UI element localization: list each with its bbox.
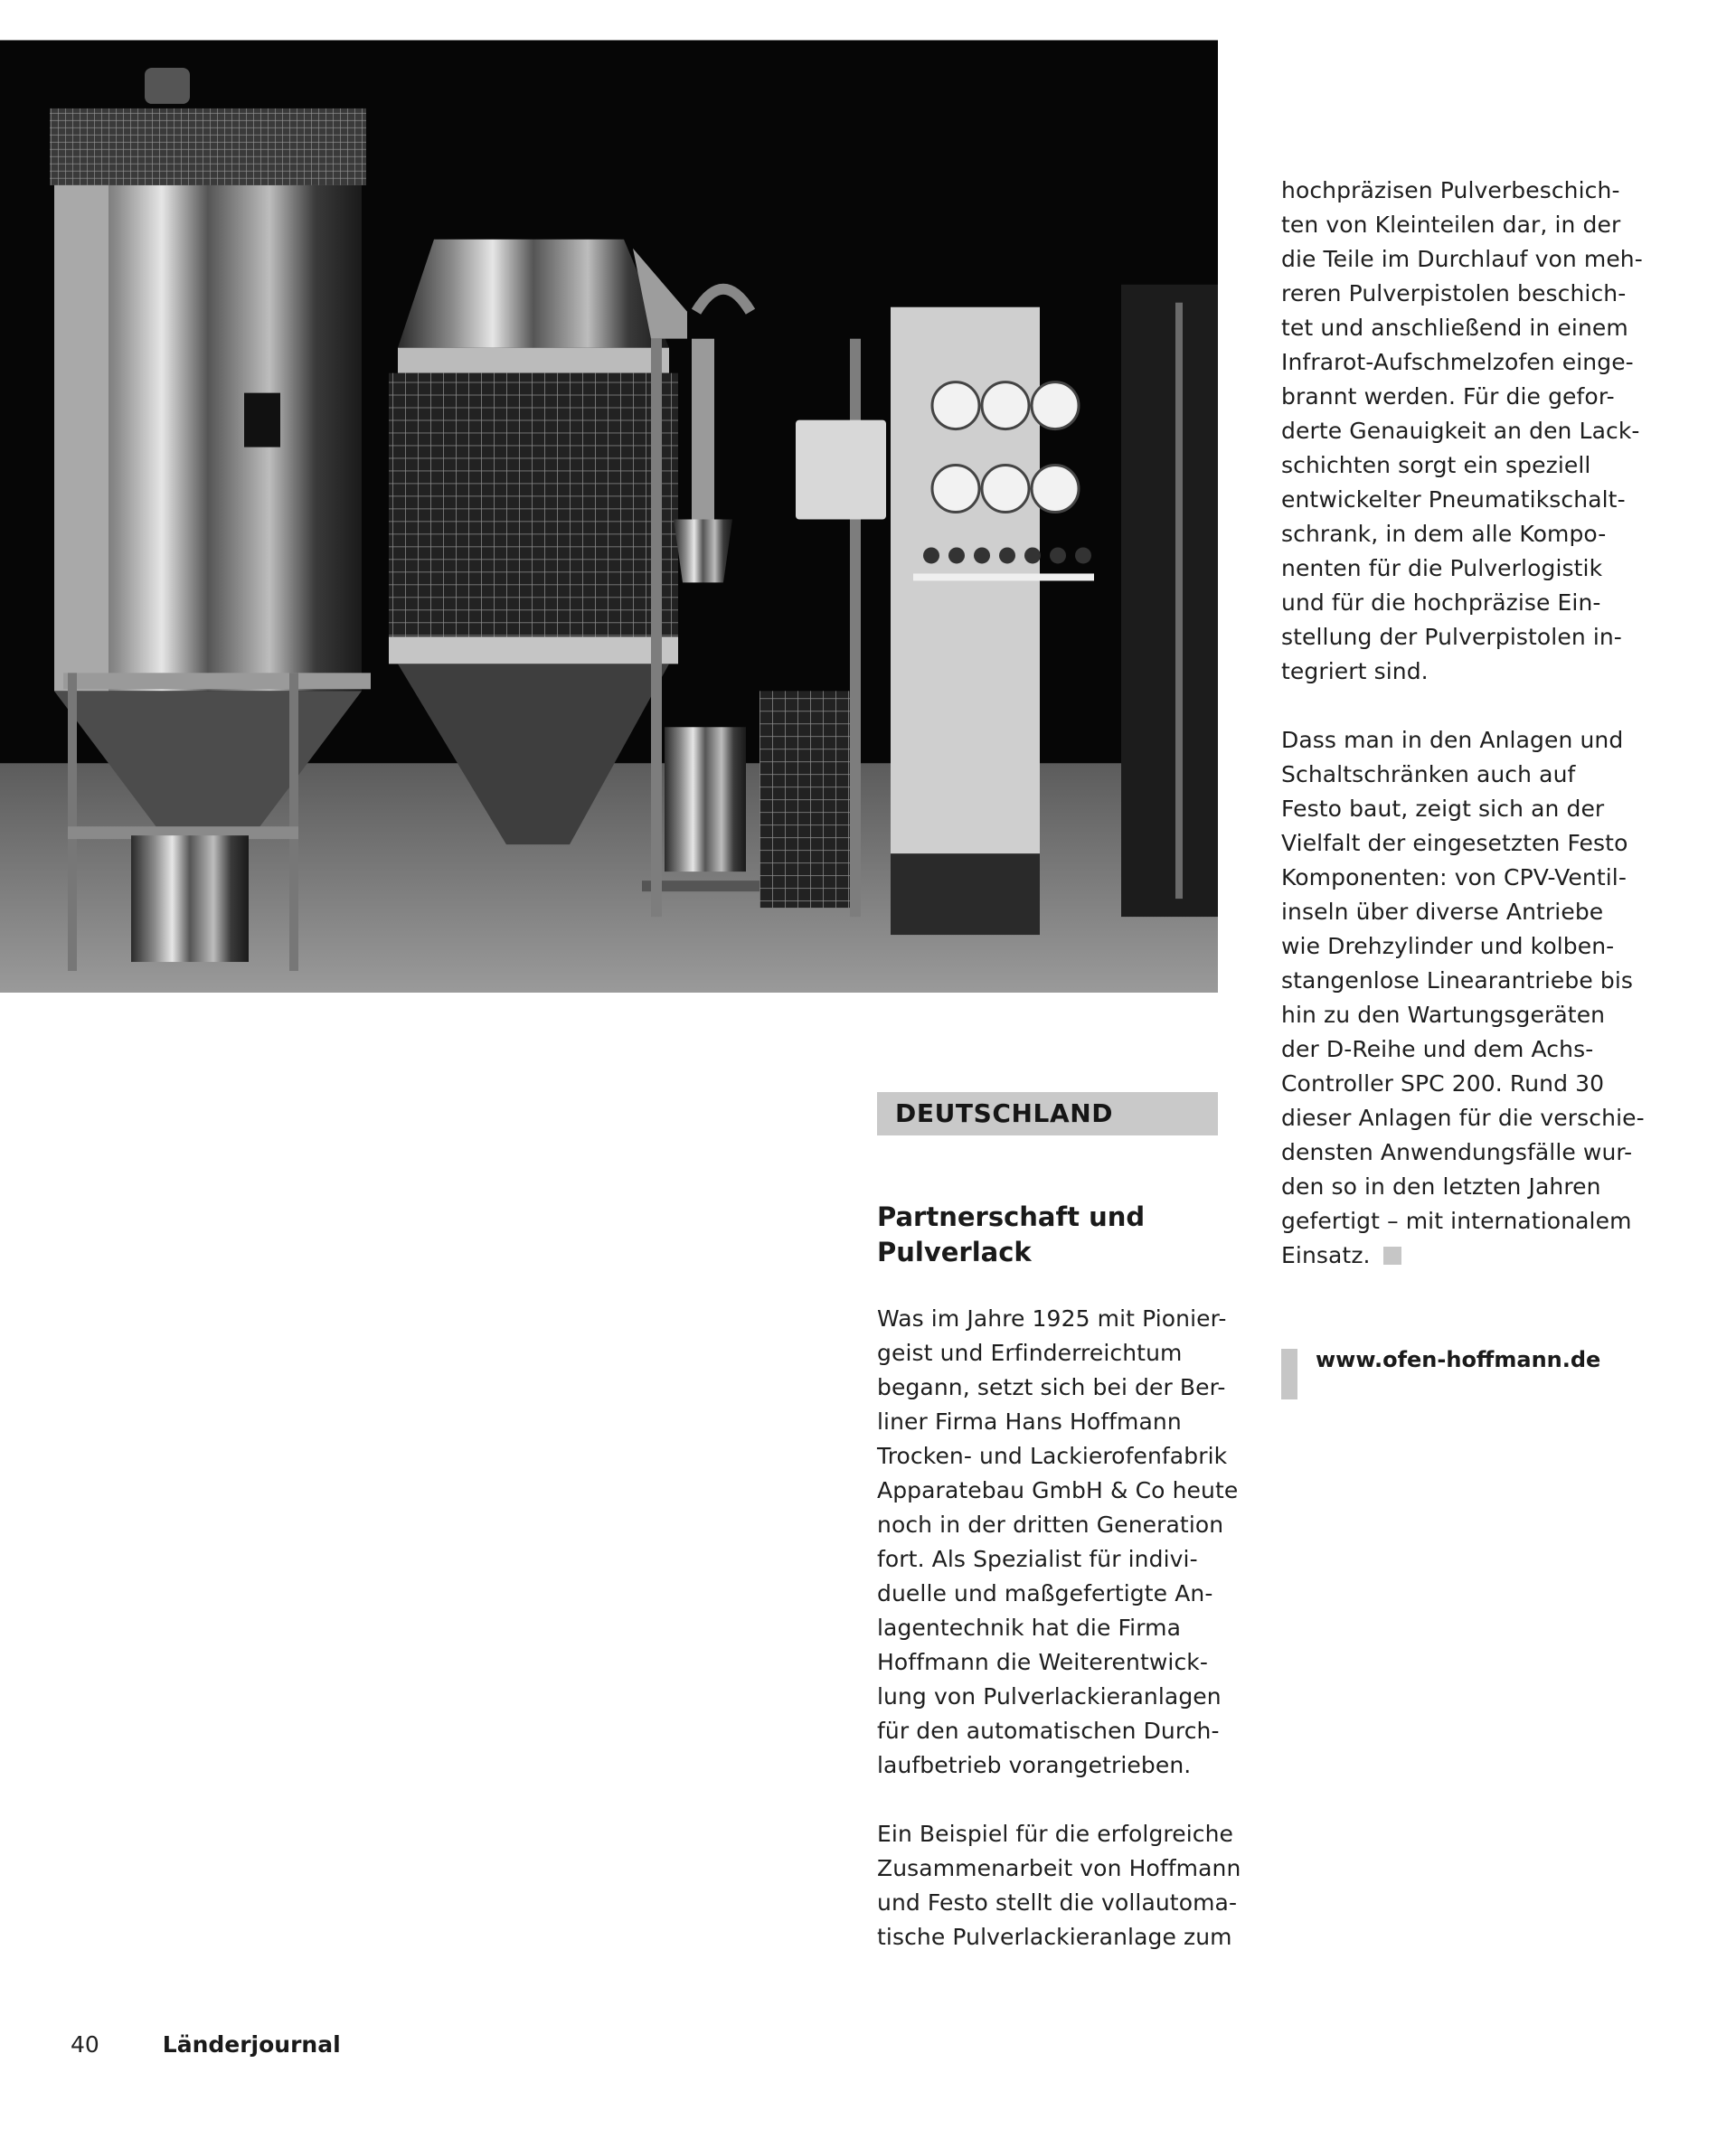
text-line: Was im Jahre 1925 mit Pionier- — [877, 1305, 1227, 1332]
website-link[interactable]: www.ofen-hoffmann.de — [1316, 1347, 1601, 1372]
text-line: hin zu den Wartungsgeräten — [1281, 1002, 1606, 1028]
text-line: Vielfalt der eingesetzten Festo — [1281, 830, 1628, 856]
article-end-marker-icon — [1383, 1247, 1401, 1265]
text-line: Trocken- und Lackierofenfabrik — [877, 1443, 1228, 1469]
spray-booth — [389, 240, 687, 844]
headline-line: Partnerschaft und — [877, 1201, 1146, 1232]
text-line: Schaltschränken auch auf — [1281, 761, 1576, 787]
article-column-right — [1281, 174, 1643, 1273]
paragraph — [1281, 174, 1643, 689]
text-line: schichten sorgt ein speziell — [1281, 452, 1591, 478]
text-line: Dass man in den Anlagen und — [1281, 727, 1624, 753]
article-photo — [0, 40, 1218, 993]
text-line: Ein Beispiel für die erfolgreiche — [877, 1821, 1234, 1847]
text-line: Apparatebau GmbH & Co heute — [877, 1477, 1239, 1503]
text-line: und für die hochpräzise Ein- — [1281, 589, 1601, 616]
text-line: entwickelter Pneumatikschalt- — [1281, 486, 1626, 513]
article-headline — [877, 1200, 1221, 1270]
text-line: reren Pulverpistolen beschich- — [1281, 280, 1627, 306]
text-line: die Teile im Durchlauf von meh- — [1281, 246, 1643, 272]
text-line: für den automatischen Durch- — [877, 1718, 1220, 1744]
url-marker-bar — [1281, 1349, 1297, 1399]
page-number: 40 — [71, 2031, 99, 2058]
text-line: noch in der dritten Generation — [877, 1512, 1224, 1538]
page-footer — [71, 2031, 341, 2058]
text-line: begann, setzt sich bei der Ber- — [877, 1374, 1226, 1400]
paragraph — [1281, 723, 1643, 1273]
text-line: tegriert sind. — [1281, 658, 1429, 684]
paragraph — [877, 1302, 1239, 1783]
article-column-middle — [877, 1302, 1241, 1955]
text-line: stellung der Pulverpistolen in- — [1281, 624, 1622, 650]
powder-coating-plant-illustration — [0, 41, 1218, 993]
text-line: schrank, in dem alle Kompo- — [1281, 521, 1607, 547]
paragraph — [877, 1817, 1241, 1955]
text-line: den so in den letzten Jahren — [1281, 1173, 1601, 1200]
text-line: wie Drehzylinder und kolben- — [1281, 933, 1615, 959]
text-line: und Festo stellt die vollautoma- — [877, 1889, 1238, 1916]
background-rack — [1121, 285, 1218, 917]
text-line: inseln über diverse Antriebe — [1281, 899, 1604, 925]
text-line: nenten für die Pulverlogistik — [1281, 555, 1603, 581]
text-line: Controller SPC 200. Rund 30 — [1281, 1070, 1605, 1097]
text-line: stangenlose Linearantriebe bis — [1281, 967, 1633, 994]
text-line: laufbetrieb vorangetrieben. — [877, 1752, 1192, 1778]
text-line: densten Anwendungsfälle wur- — [1281, 1139, 1633, 1165]
text-line: ten von Kleinteilen dar, in der — [1281, 212, 1621, 238]
text-line: Infrarot-Aufschmelzofen einge- — [1281, 349, 1634, 375]
text-line: hochpräzisen Pulverbeschich- — [1281, 177, 1620, 203]
text-line: tet und anschließend in einem — [1281, 315, 1628, 341]
text-line: fort. Als Spezialist für indivi- — [877, 1546, 1198, 1572]
text-line: dieser Anlagen für die verschie- — [1281, 1105, 1645, 1131]
text-line: Einsatz. — [1281, 1242, 1371, 1268]
text-line: liner Firma Hans Hoffmann — [877, 1408, 1182, 1435]
text-line: der D-Reihe und dem Achs- — [1281, 1036, 1594, 1062]
text-line: geist und Erfinderreichtum — [877, 1340, 1183, 1366]
text-line: derte Genauigkeit an den Lack- — [1281, 418, 1640, 444]
text-line: duelle und maßgefertigte An- — [877, 1580, 1213, 1606]
section-kicker: DEUTSCHLAND — [877, 1092, 1218, 1135]
text-line: Zusammenarbeit von Hoffmann — [877, 1855, 1241, 1881]
publication-title: Länderjournal — [162, 2031, 341, 2058]
text-line: tische Pulverlackieranlage zum — [877, 1924, 1232, 1950]
text-line: lung von Pulverlackieranlagen — [877, 1683, 1222, 1710]
text-line: Komponenten: von CPV-Ventil- — [1281, 864, 1627, 890]
text-line-last — [1281, 1239, 1643, 1273]
headline-line: Pulverlack — [877, 1237, 1032, 1267]
text-line: lagentechnik hat die Firma — [877, 1615, 1182, 1641]
text-line: Hoffmann die Weiterentwick- — [877, 1649, 1209, 1675]
text-line: Festo baut, zeigt sich an der — [1281, 796, 1605, 822]
text-line: gefertigt – mit internationalem — [1281, 1208, 1632, 1234]
text-line: brannt werden. Für die gefor- — [1281, 383, 1615, 410]
